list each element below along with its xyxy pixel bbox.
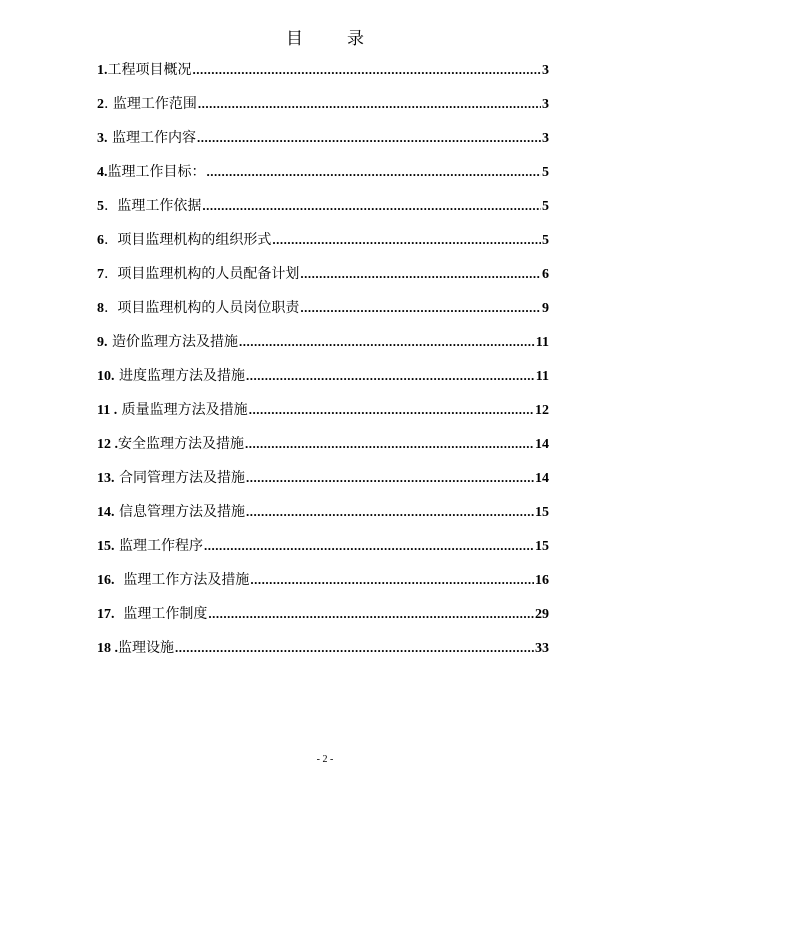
toc-entry-label: 监理工作目标： [107,164,206,180]
toc-entry[interactable] [97,500,549,534]
toc-entry-page: 15 [535,539,549,554]
toc-entry-page: 14 [535,437,549,452]
toc-entry-page: 14 [535,471,549,486]
toc-entry-number: 7 [97,267,104,282]
toc-entry-number: 16. [97,573,115,588]
toc-entry-page: 5 [542,233,549,248]
toc-entry-label: 安全监理方法及措施 [118,436,244,452]
toc-entry-page: 33 [535,641,549,656]
toc-entry-label: 质量监理方法及措施 [117,402,248,418]
toc-entry-number: 10. [97,369,115,384]
toc-dot-leader [193,58,542,82]
toc-entry[interactable] [97,262,549,296]
toc-dot-leader [239,330,535,354]
toc-dot-leader [207,160,542,184]
toc-entry-number: 3. [97,131,108,146]
toc-entry-page: 9 [542,301,549,316]
toc-entry-page: 3 [542,97,549,112]
toc-entry[interactable] [97,194,549,228]
toc-entry-label: 进度监理方法及措施 [114,368,245,384]
toc-entry[interactable] [97,160,549,194]
toc-entry-page: 5 [542,165,549,180]
toc-dot-leader [204,534,534,558]
toc-entry[interactable] [97,126,549,160]
toc-entry[interactable] [97,534,549,568]
toc-entry-label: 合同管理方法及措施 [114,470,245,486]
toc-dot-leader [250,568,534,592]
toc-entry-number: 2 [97,97,104,112]
toc-entry-page: 3 [542,63,549,78]
toc-entry-label: . 项目监理机构的人员岗位职责 [104,300,300,316]
toc-entry[interactable] [97,364,549,398]
toc-entry-label: . 项目监理机构的组织形式 [104,232,272,248]
toc-entry-number: 4. [97,165,108,180]
toc-dot-leader [245,432,534,456]
toc-entry[interactable] [97,636,549,670]
toc-entry-number: 12 . [97,437,118,452]
toc-dot-leader [246,500,534,524]
page-number: - 2 - [316,754,334,765]
toc-entry-page: 3 [542,131,549,146]
toc-entry-page: 5 [542,199,549,214]
page-title [0,24,650,49]
toc-dot-leader [246,466,534,490]
toc-entry-page: 11 [535,335,549,350]
title-part-2: 录 [347,29,364,49]
toc-entry-number: 13. [97,471,115,486]
toc-entry-label: . 监理工作范围 [104,96,197,112]
toc-entry[interactable] [97,398,549,432]
toc-entry[interactable] [97,432,549,466]
toc-entry-label: 造价监理方法及措施 [107,334,238,350]
toc-entry[interactable] [97,466,549,500]
toc-entry-page: 12 [535,403,549,418]
toc-dot-leader [175,636,534,660]
toc-entry-number: 1. [97,63,108,78]
toc-entry-number: 14. [97,505,115,520]
toc-dot-leader [300,296,541,320]
toc-entry-label: 监理工作方法及措施 [114,572,250,588]
toc-entry[interactable] [97,228,549,262]
toc-dot-leader [202,194,541,218]
toc-entry-number: 15. [97,539,115,554]
toc-dot-leader [272,228,541,252]
toc-entry-label: 工程项目概况 [107,62,192,78]
toc-entry-page: 6 [542,267,549,282]
toc-entry[interactable] [97,296,549,330]
table-of-contents [97,58,549,670]
toc-entry-number: 9. [97,335,108,350]
toc-dot-leader [197,126,541,150]
toc-entry-number: 18 . [97,641,118,656]
toc-entry[interactable] [97,568,549,602]
toc-entry-number: 8 [97,301,104,316]
toc-entry[interactable] [97,602,549,636]
toc-dot-leader [246,364,535,388]
toc-entry-page: 15 [535,505,549,520]
toc-entry-page: 16 [535,573,549,588]
toc-entry-label: . 监理工作依据 [104,198,202,214]
toc-entry[interactable] [97,330,549,364]
toc-entry-label: 监理设施 [118,640,174,656]
toc-entry-label: 监理工作内容 [107,130,196,146]
toc-entry-number: 5 [97,199,104,214]
toc-entry-number: 11 . [97,403,118,418]
toc-entry-page: 11 [535,369,549,384]
toc-entry-label: 监理工作制度 [114,606,208,622]
toc-dot-leader [300,262,541,286]
toc-entry-label: 信息管理方法及措施 [114,504,245,520]
toc-entry-label: 监理工作程序 [114,538,203,554]
toc-entry-number: 6 [97,233,104,248]
title-part-1: 目 [286,29,303,49]
toc-dot-leader [249,398,534,422]
toc-entry[interactable] [97,92,549,126]
toc-entry-label: . 项目监理机构的人员配备计划 [104,266,300,282]
toc-entry[interactable] [97,58,549,92]
toc-dot-leader [208,602,534,626]
toc-entry-number: 17. [97,607,115,622]
toc-dot-leader [198,92,541,116]
toc-entry-page: 29 [535,607,549,622]
